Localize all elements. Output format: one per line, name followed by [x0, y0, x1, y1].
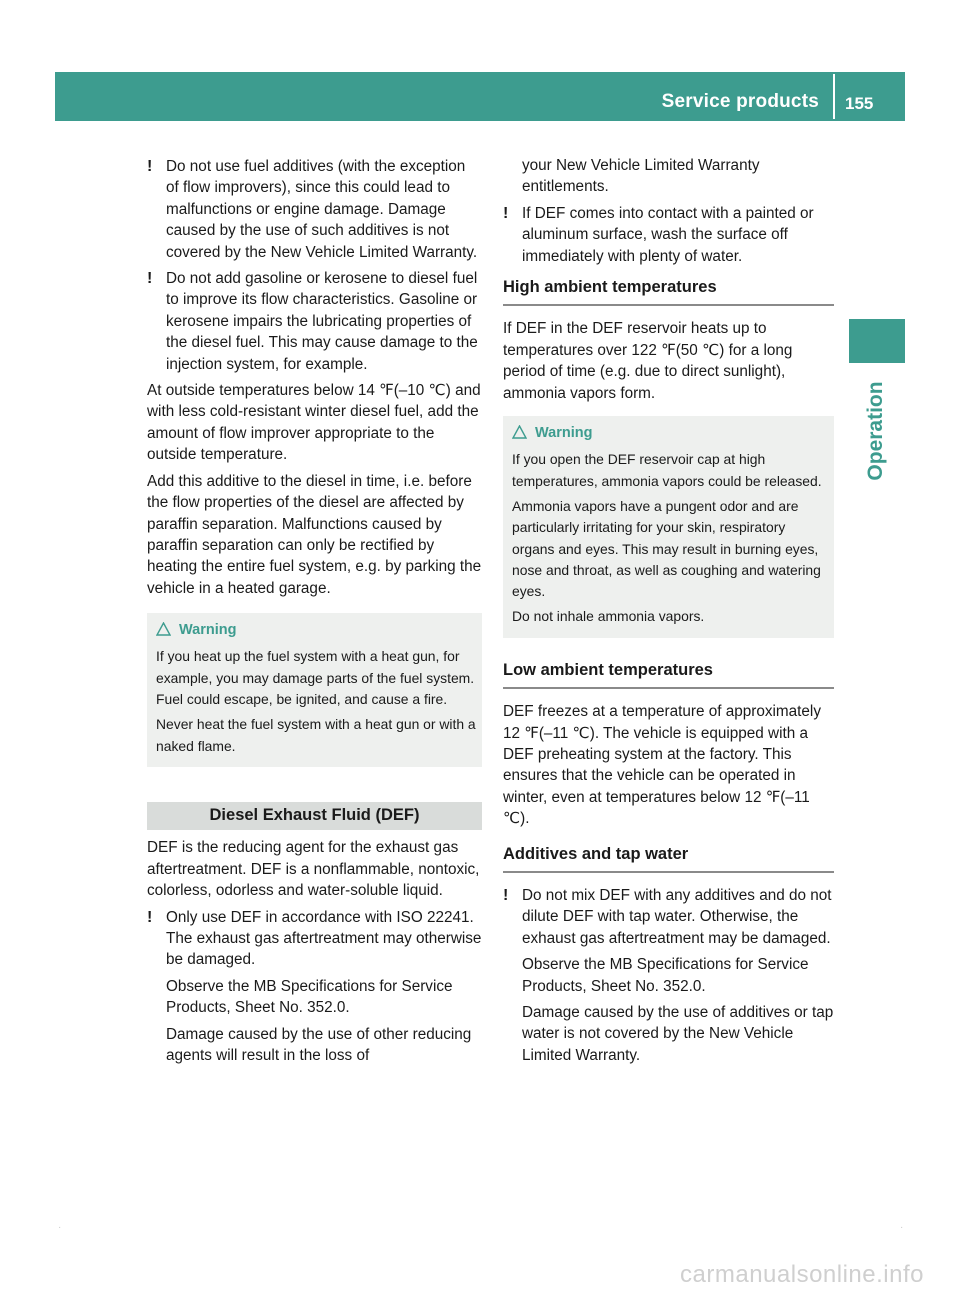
heading-low-ambient: Low ambient temperatures [503, 660, 834, 689]
warning-text: If you heat up the fuel system with a heat gun, for example, you may damage parts of the fuel system. Fuel could escape, be ignited, and cause a fire. [156, 648, 475, 708]
section-tab-label: Operation [864, 381, 887, 481]
warning-title: Warning [512, 423, 828, 446]
notice-text: Damage caused by the use of additives or tap water is not covered by the New Vehicle Limited Warranty. [522, 1004, 834, 1064]
paragraph-def-intro: DEF is the reducing agent for the exhaust gas aftertreatment. DEF is a nonflammable, nontoxic, colorless, odorless and water-soluble liquid. [147, 839, 480, 900]
notice-text: If DEF comes into contact with a painted or aluminum surface, wash the surface off immediately with plenty of water. [522, 204, 814, 265]
notice-text: Do not use fuel additives (with the exception of flow improvers), since this could lead to malfunctions or engine damage. Damage caused by the use of such additives is not covered by the New Vehicle Limited Warranty. [166, 158, 478, 261]
notice-text: Only use DEF in accordance with ISO 22241. The exhaust gas aftertreatment may otherwise be damaged. [166, 908, 482, 969]
notice-text: Do not mix DEF with any additives and do not dilute DEF with tap water. Otherwise, the exhaust gas aftertreatment may be damaged. [522, 886, 832, 947]
notice-text: Observe the MB Specifications for Service Products, Sheet No. 352.0. [522, 956, 809, 995]
notice-text: Do not add gasoline or kerosene to diesel fuel to improve its flow characteristics. Gasoline or kerosene impairs the lubricating properties of the diesel fuel. This may cause damage to the injection system, for example. [166, 270, 478, 373]
warning-text: If you open the DEF reservoir cap at high temperatures, ammonia vapors could be released. [512, 451, 822, 489]
notice-def-surface [503, 203, 834, 267]
warning-text: Ammonia vapors have a pungent odor and are particularly irritating for your skin, respiratory organs and eyes. This may result in burning eyes, nose and throat, as well as coughing and watering eyes. [512, 497, 821, 600]
notice-fuel-additives [147, 156, 482, 263]
paragraph-low-ambient: DEF freezes at a temperature of approximately 12 ℉(–11 ℃). The vehicle is equipped with a DEF preheating system at the factory. This ensures that the vehicle can be operated in winter, even at temperatures below 12 ℉(–11 ℃). [503, 703, 821, 828]
notice-def-iso [147, 907, 482, 1067]
paragraph-flow-improver: At outside temperatures below 14 ℉(–10 ℃) and with less cold-resistant winter diesel fuel, add the amount of flow improver appropriate to the outside temperature. [147, 382, 481, 464]
chapter-title: Service products [661, 91, 819, 112]
exclamation-icon: ! [503, 204, 509, 222]
notice-continuation: your New Vehicle Limited Warranty entitlements. [522, 157, 760, 196]
left-column [147, 156, 482, 1071]
exclamation-icon: ! [503, 886, 509, 904]
paragraph-paraffin: Add this additive to the diesel in time, i.e. before the flow properties of the diesel are affected by paraffin separation. Malfunctions caused by paraffin separation can only be rectified by heating the entire fuel system, e.g. by parking the vehicle in a heated garage. [147, 472, 482, 597]
notice-additives-tap-water [503, 885, 834, 1066]
watermark: carmanualsonline.info [680, 1261, 924, 1288]
heading-additives-tap-water: Additives and tap water [503, 844, 834, 873]
section-tab-marker [849, 319, 905, 363]
warning-text: Do not inhale ammonia vapors. [512, 608, 705, 625]
warning-triangle-icon [512, 425, 527, 446]
page-number: 155 [845, 94, 874, 113]
warning-text: Never heat the fuel system with a heat gun or with a naked flame. [156, 716, 476, 754]
right-column [503, 155, 834, 1071]
page-corner-mark: · [900, 1222, 904, 1233]
notice-text: Observe the MB Specifications for Service Products, Sheet No. 352.0. [166, 977, 453, 1017]
warning-title: Warning [156, 620, 476, 643]
exclamation-icon: ! [147, 158, 153, 175]
page-corner-mark: · [58, 1222, 62, 1233]
section-heading-def: Diesel Exhaust Fluid (DEF) [147, 802, 482, 830]
paragraph-high-ambient: If DEF in the DEF reservoir heats up to temperatures over 122 ℉(50 ℃) for a long period of time (e.g. due to direct sunlight), ammonia vapors form. [503, 320, 793, 402]
exclamation-icon: ! [147, 908, 153, 926]
notice-text: Damage caused by the use of other reducing agents will result in the loss of [166, 1025, 472, 1064]
page-header [55, 72, 905, 121]
warning-box-fuel-heat [147, 613, 482, 767]
header-divider [833, 74, 835, 119]
warning-triangle-icon [156, 622, 171, 643]
exclamation-icon: ! [147, 270, 153, 288]
notice-gasoline-kerosene [147, 268, 482, 375]
warning-box-ammonia [503, 416, 834, 638]
heading-high-ambient: High ambient temperatures [503, 277, 834, 306]
